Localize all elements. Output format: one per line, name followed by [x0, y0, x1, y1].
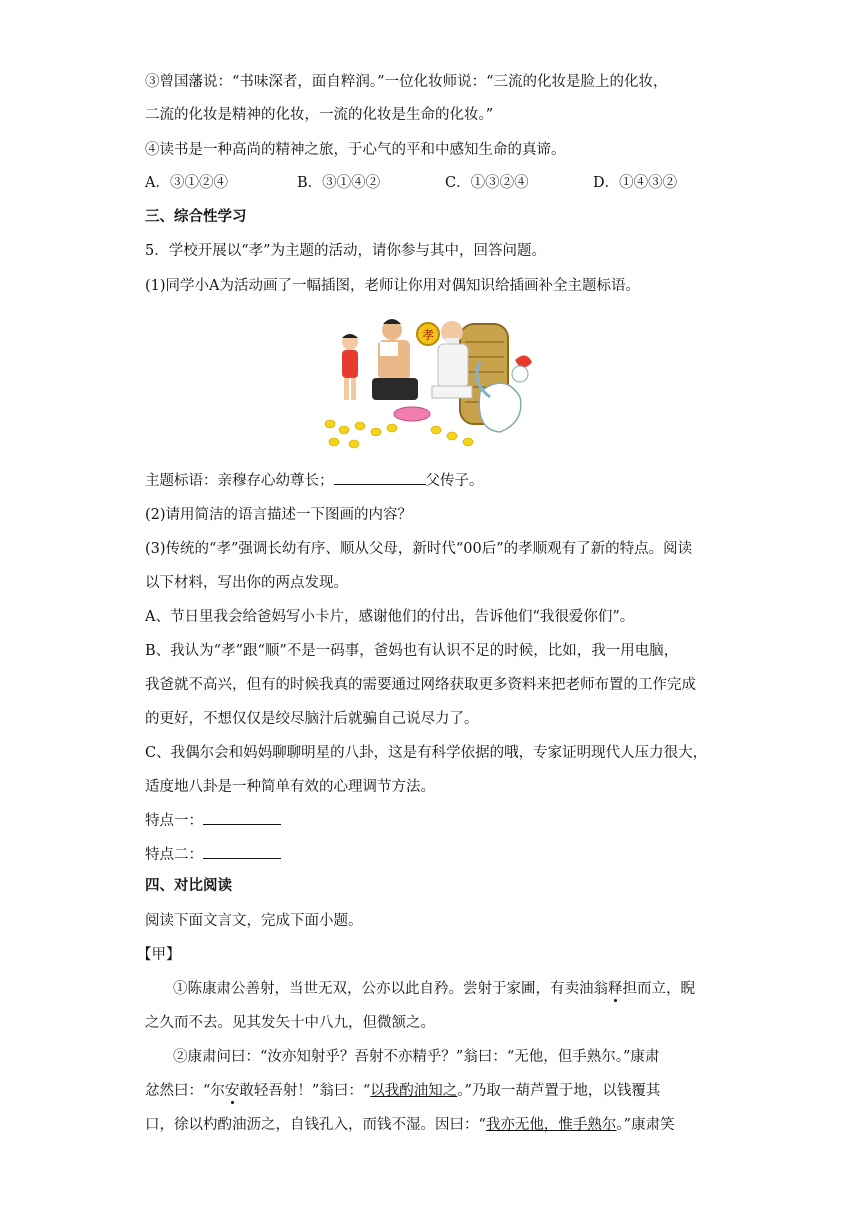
choice-d[interactable]: D．①④③② [593, 175, 678, 191]
choice-a[interactable]: A．③①②④ [145, 175, 228, 191]
choice-b[interactable]: B．③①④② [297, 175, 381, 191]
passage-text: 担而立，睨 [622, 981, 695, 997]
material-c-line2: 适度地八卦是一种简单有效的心理调节方法。 [145, 779, 435, 795]
reading-label-jia: 【甲】 [137, 947, 181, 963]
slogan-blank[interactable] [334, 470, 426, 485]
feature-1-line [145, 810, 281, 831]
passage-text: 口，徐以杓酌油沥之，自钱孔入，而钱不湿。因曰：“ [145, 1117, 486, 1133]
filial-piety-illustration-icon [320, 302, 542, 452]
underlined-phrase: 以我酌油知之 [370, 1083, 458, 1099]
slogan-line [145, 470, 484, 491]
passage-p2-line1: ②康肃问曰：“汝亦知射乎？吾射不亦精乎？”翁曰：“无他，但手熟尔。”康肃 [173, 1049, 660, 1065]
q5-sub3-line2: 以下材料，写出你的两点发现。 [145, 575, 348, 591]
reading-instruction: 阅读下面文言文，完成下面小题。 [145, 913, 363, 929]
slogan-suffix: 父传子。 [425, 473, 484, 489]
feature-2-line [145, 844, 281, 865]
material-b-line1: B、我认为“孝”跟“顺”不是一码事，爸妈也有认识不足的时候，比如，我一用电脑， [145, 643, 679, 659]
material-b-line2: 我爸就不高兴，但有的时候我真的需要通过网络获取更多资料来把老师布置的工作完成 [145, 677, 696, 693]
q4-item3-line2: 二流的化妆是精神的化妆，一流的化妆是生命的化妆。” [145, 107, 494, 123]
dotted-char: 安 [224, 1083, 240, 1099]
passage-text: 忿然曰：“尔 [145, 1083, 225, 1099]
material-c-line1: C、我偶尔会和妈妈聊聊明星的八卦，这是有科学依据的哦，专家证明现代人压力很大， [145, 745, 708, 761]
slogan-prefix: 主题标语：亲穆存心幼尊长； [145, 473, 334, 489]
section-3-title: 三、综合性学习 [145, 209, 247, 225]
dotted-char: 释 [608, 981, 623, 997]
passage-p1-line2: 之久而不去。见其发矢十中八九，但微颔之。 [145, 1015, 435, 1031]
passage-text: 。”乃取一葫芦置于地，以钱覆其 [457, 1083, 661, 1099]
passage-p2-line2 [145, 1081, 660, 1101]
feature-2-label: 特点二： [145, 847, 203, 863]
svg-text:孝: 孝 [421, 328, 435, 342]
feature-1-label: 特点一： [145, 813, 203, 829]
q5-sub3-line1: (3)传统的“孝”强调长幼有序、顺从父母，新时代“00后”的孝顺观有了新的特点。阅读 [145, 541, 693, 557]
underlined-phrase: 我亦无他，惟手熟尔 [485, 1117, 617, 1133]
passage-text: 敢轻吾射！”翁曰：“ [239, 1083, 371, 1099]
q5-sub1: (1)同学小A为活动画了一幅插图，老师让你用对偶知识给插画补全主题标语。 [145, 278, 641, 294]
material-a: A、节日里我会给爸妈写小卡片，感谢他们的付出，告诉他们“我很爱你们”。 [145, 609, 635, 625]
material-b-line3: 的更好，不想仅仅是绞尽脑汁后就骗自己说尽力了。 [145, 711, 479, 727]
passage-text: 。”康肃笑 [616, 1117, 675, 1133]
section-4-title: 四、对比阅读 [145, 878, 232, 894]
feature-1-blank[interactable] [203, 810, 281, 825]
passage-text: ①陈康肃公善射，当世无双，公亦以此自矜。尝射于家圃，有卖油翁 [173, 981, 608, 997]
feature-2-blank[interactable] [203, 844, 281, 859]
q4-item4: ④读书是一种高尚的精神之旅，于心气的平和中感知生命的真谛。 [145, 142, 566, 158]
passage-p2-line3 [145, 1115, 675, 1135]
choice-c[interactable]: C．①③②④ [445, 175, 529, 191]
q4-item3-line1: ③曾国藩说：“书味深者，面自粹润。”一位化妆师说：“三流的化妆是脸上的化妆， [145, 74, 668, 90]
passage-p1-line1 [173, 979, 695, 999]
q4-choices [145, 173, 677, 193]
q5-sub2: (2)请用简洁的语言描述一下图画的内容？ [145, 507, 413, 523]
q5-stem: 5．学校开展以“孝”为主题的活动，请你参与其中，回答问题。 [145, 243, 547, 259]
